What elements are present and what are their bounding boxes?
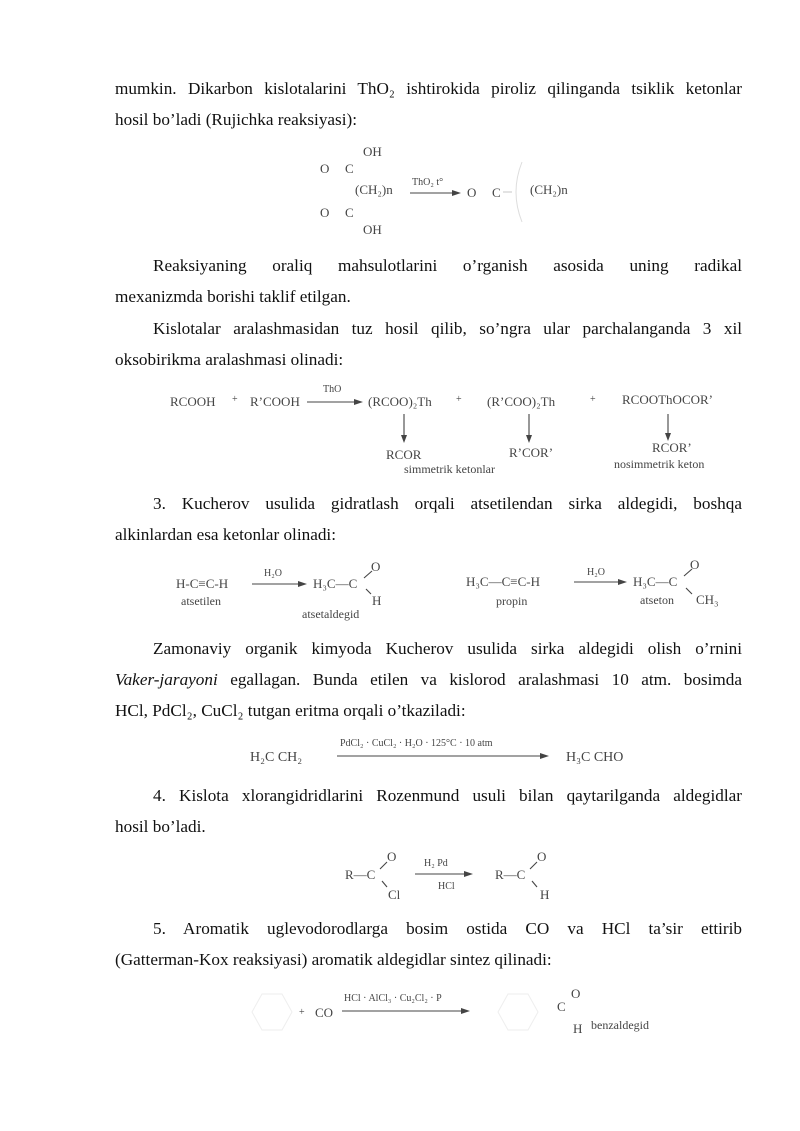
ruzicka-arrowhead (452, 190, 461, 196)
aldehyde-c-o-bond (530, 862, 537, 869)
c-top-label: C (345, 161, 354, 176)
acetaldehyde-name: atsetaldegid (302, 607, 360, 621)
o-bottom-label: O (320, 205, 330, 220)
acetaldehyde-c-h-bond (366, 589, 371, 594)
aldehyde-o: O (537, 849, 547, 864)
paragraph-2-line-1: Reaksiyaning oraliq mahsulotlarini o’rganish asosida uning radikal (153, 256, 742, 275)
acetaldehyde-product: H₃C CHO (566, 750, 624, 765)
benzaldehyde-name: benzaldegid (591, 1018, 649, 1032)
acyl-chloride-c-o-bond (380, 862, 387, 869)
wacker-conditions: PdCl₂ · CuCl₂ · H₂O · 125°C · 10 atm (340, 738, 493, 749)
reactant-r-prime-cooh: R’COOH (250, 394, 300, 409)
rosenmund-reaction-scheme (0, 847, 800, 907)
vaker-process-term: Vaker-jarayoni (115, 670, 218, 689)
ch2n-left-label: (CH₂)n (355, 182, 393, 197)
paragraph-1-line-2: hosil bo’ladi (Rujichka reaksiyasi): (115, 110, 358, 129)
benzaldehyde-ring-icon (498, 994, 538, 1030)
product-c-label: C (492, 185, 501, 200)
label-symmetric-ketones: simmetrik ketonlar (404, 462, 495, 476)
acetaldehyde-o: O (371, 559, 381, 574)
product-r-prime-cor-prime: R’COR’ (509, 445, 554, 460)
aldehyde-c-h-bond (532, 881, 537, 887)
down-arrowhead-1 (401, 435, 407, 443)
product-ring-bracket (516, 162, 522, 222)
paragraph-2-line-2: mexanizmda borishi taklif etilgan. (115, 287, 351, 306)
wacker-arrowhead (540, 753, 549, 759)
propyne-name: propin (496, 594, 528, 608)
acetylene-name: atsetilen (181, 594, 221, 608)
product-o-label: O (467, 185, 477, 200)
acyl-chloride-o: O (387, 849, 397, 864)
acyl-chloride-left: R—C (345, 867, 376, 882)
wacker-reaction-scheme (0, 733, 800, 773)
paragraph-4-line-2: alkinlardan esa ketonlar olinadi: (115, 525, 336, 544)
oh-bottom-label: OH (363, 222, 382, 237)
gk-conditions: HCl · AlCl₃ · Cu₂Cl₂ · P (344, 993, 442, 1004)
rosenmund-conditions-bottom: HCl (438, 881, 455, 892)
benzene-ring-icon (252, 994, 292, 1030)
paragraph-6-line-1: 4. Kislota xlorangidridlarini Rozenmund usuli bilan qaytarilganda aldegidlar (153, 786, 742, 805)
oh-top-label: OH (363, 144, 382, 159)
acetaldehyde-left: H₃C—C (313, 576, 358, 591)
paragraph-4-line-1: 3. Kucherov usulida gidratlash orqali atsetilendan sirka aldegidi, boshqa (153, 494, 742, 513)
benzaldehyde-h: H (573, 1021, 583, 1036)
acetone-name: atseton (640, 593, 674, 607)
label-asymmetric-ketone: nosimmetrik keton (614, 457, 705, 471)
kucherov-reagent-2: H₂O (587, 567, 605, 578)
product-rcor: RCOR (386, 447, 422, 462)
o-top-label: O (320, 161, 330, 176)
salt-2: (R’COO)₂Th (487, 394, 556, 409)
acetylene-formula: H-C≡C-H (176, 576, 229, 591)
paragraph-7-line-2: (Gatterman-Kox reaksiyasi) aromatik aldegidlar sintez qilinadi: (115, 950, 552, 969)
catalyst-tho: ThO (323, 384, 342, 395)
aldehyde-left: R—C (495, 867, 526, 882)
kucherov-reaction-scheme (0, 558, 800, 622)
paragraph-6-line-2: hosil bo’ladi. (115, 817, 206, 836)
salt-arrowhead (354, 399, 363, 405)
down-arrowhead-2 (526, 435, 532, 443)
benzaldehyde-o: O (571, 986, 581, 1001)
gattermann-koch-reaction-scheme (0, 982, 800, 1042)
acyl-chloride-cl: Cl (388, 887, 401, 902)
rosenmund-arrowhead (464, 871, 473, 877)
salt-1: (RCOO)₂Th (368, 394, 432, 409)
acetone-ch3: CH₃ (696, 592, 719, 607)
salt-3: RCOOThOCOR’ (622, 392, 714, 407)
gk-plus: + (299, 1007, 305, 1018)
acyl-chloride-c-cl-bond (382, 881, 387, 887)
paragraph-5-line-2 (115, 664, 742, 695)
kucherov-reagent-1: H₂O (264, 568, 282, 579)
paragraph-7-line-1: 5. Aromatik uglevodorodlarga bosim ostida CO va HCl ta’sir ettirib (153, 919, 742, 938)
kucherov-arrowhead-2 (618, 579, 627, 585)
reactant-rcooh: RCOOH (170, 394, 216, 409)
product-ch2n-label: (CH₂)n (530, 182, 568, 197)
acetone-c-ch3-bond (686, 588, 692, 594)
c-bottom-label: C (345, 205, 354, 220)
plus-2: + (456, 394, 462, 405)
ethylene-formula: H₂C CH₂ (250, 750, 303, 765)
paragraph-3-line-2: oksobirikma aralashmasi olinadi: (115, 350, 344, 369)
paragraph-3-line-1: Kislotalar aralashmasidan tuz hosil qilib, so’ngra ular parchalanganda 3 xil (153, 319, 742, 338)
aldehyde-h: H (540, 887, 550, 902)
plus-1: + (232, 394, 238, 405)
acetaldehyde-h: H (372, 593, 382, 608)
paragraph-5-line-1: Zamonaviy organik kimyoda Kucherov usulida sirka aldegidi olish o’rnini (153, 639, 742, 658)
paragraph-1-line-1: mumkin. Dikarbon kislotalarini ThO₂ ishtirokida piroliz qilinganda tsiklik ketonlar (115, 79, 742, 98)
gk-co: CO (315, 1005, 334, 1020)
product-rcor-prime: RCOR’ (652, 440, 692, 455)
benzaldehyde-c: C (557, 999, 566, 1014)
paragraph-5-line-2-rest: egallagan. Bunda etilen va kislorod aralashmasi 10 atm. bosimda (217, 670, 742, 689)
ruzicka-conditions: ThO₂ t° (412, 177, 444, 188)
gk-arrowhead (461, 1008, 470, 1014)
acetone-left: H₃C—C (633, 574, 678, 589)
ruzicka-reaction-scheme (0, 140, 800, 240)
plus-3: + (590, 394, 596, 405)
propyne-formula: H₃C—C≡C-H (466, 574, 540, 589)
paragraph-5-line-3: HCl, PdCl₂, CuCl₂ tutgan eritma orqali o’tkaziladi: (115, 701, 466, 720)
acetone-o: O (690, 557, 700, 572)
kucherov-arrowhead-1 (298, 581, 307, 587)
rosenmund-conditions-top: H₂ Pd (424, 858, 448, 869)
salt-decomposition-scheme (0, 380, 800, 480)
